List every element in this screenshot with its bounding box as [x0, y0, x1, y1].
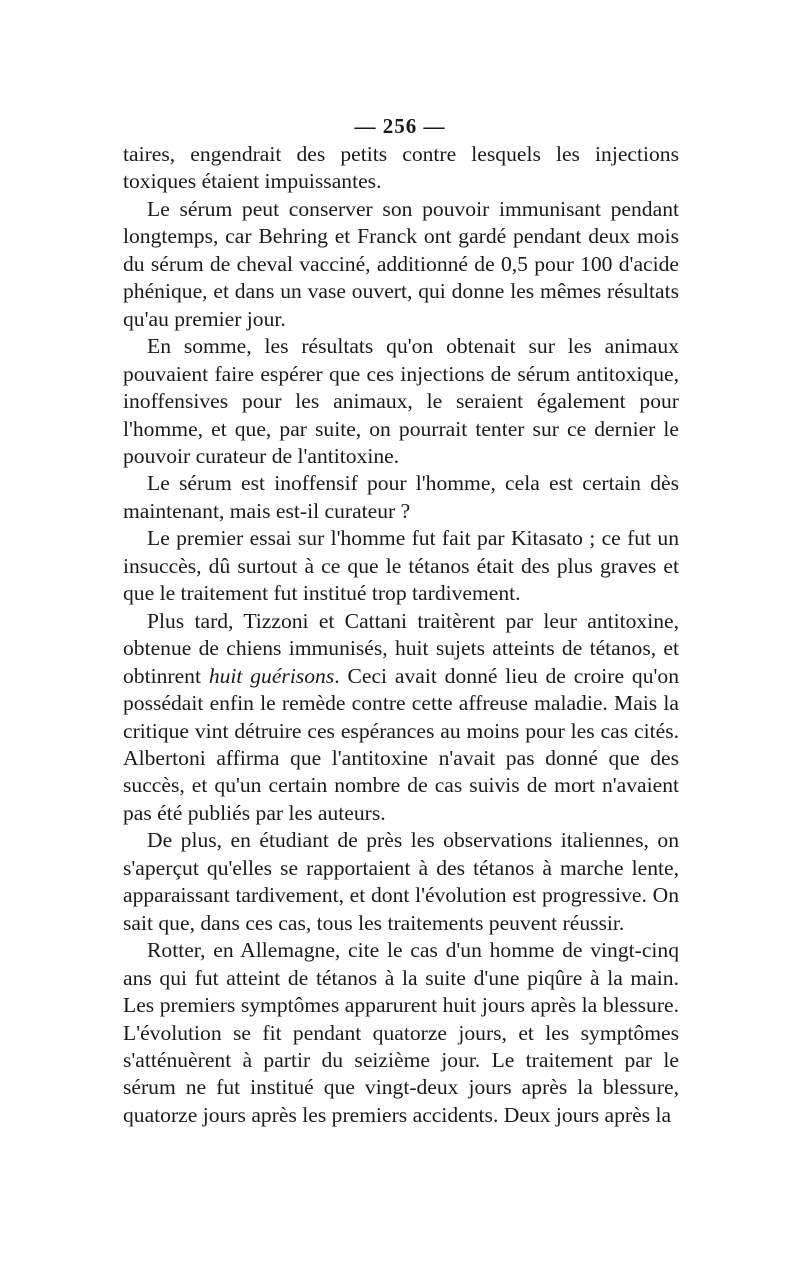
- paragraph-8: Rotter, en Allemagne, cite le cas d'un homme de vingt-cinq ans qui fut atteint de tétanos à la suite d'une piqûre à la main. Les premiers symptômes apparurent huit jours après la blessure. L'évolution se fit pendant quatorze jours, et les symptômes s'atténuèrent à partir du seizième jour. Le traitement par le sérum ne fut institué que vingt-deux jours après la blessure, quatorze jours après les premiers accidents. Deux jours après la: [123, 938, 679, 1127]
- paragraph-1: taires, engendrait des petits contre lesquels les injections toxiques étaient impuissantes.: [123, 142, 679, 194]
- paragraph-6-italic-phrase: huit guérisons: [208, 663, 335, 688]
- paragraph-5: Le premier essai sur l'homme fut fait par Kitasato ; ce fut un insuccès, dû surtout à ce que le tétanos était des plus graves et que le traitement fut institué trop tardivement.: [123, 526, 679, 606]
- page-number: — 256 —: [354, 114, 446, 138]
- paragraph-4: Le sérum est inoffensif pour l'homme, cela est certain dès maintenant, mais est-il curateur ?: [123, 471, 679, 523]
- paragraph-7: De plus, en étudiant de près les observations italiennes, on s'aperçut qu'elles se rapportaient à des tétanos à marche lente, apparaissant tardivement, et dont l'évolution est progressive. On sait que, dans ces cas, tous les traitements peuvent réussir.: [123, 828, 679, 935]
- paragraph-3: En somme, les résultats qu'on obtenait sur les animaux pouvaient faire espérer que ces injections de sérum antitoxique, inoffensives pour les animaux, le seraient également pour l'homme, et que, par suite, on pourrait tenter sur ce dernier le pouvoir curateur de l'antitoxine.: [123, 334, 679, 468]
- body-text: [123, 141, 679, 1129]
- paragraph-2: Le sérum peut conserver son pouvoir immunisant pendant longtemps, car Behring et Franck ont gardé pendant deux mois du sérum de cheval vacciné, additionné de 0,5 pour 100 d'acide phénique, et dans un vase ouvert, qui donne les mêmes résultats qu'au premier jour.: [123, 196, 679, 331]
- paragraph-6-text-after: . Ceci avait donné lieu de croire qu'on possédait enfin le remède contre cette affreuse maladie. Mais la critique vint détruire ces espérances au moins pour les cas cités. Albertoni affirma que l'antitoxine n'avait pas donné que des succès, et qu'un certain nombre de cas suivis de mort n'avaient pas été publiés par les auteurs.: [123, 663, 679, 825]
- paragraph-6-text-before: Plus tard, Tizzoni et Cattani traitèrent par leur antitoxine, obtenue de chiens immunisés, huit sujets atteints de tétanos, et obtinrent: [123, 608, 679, 688]
- paragraph-6: [123, 608, 679, 828]
